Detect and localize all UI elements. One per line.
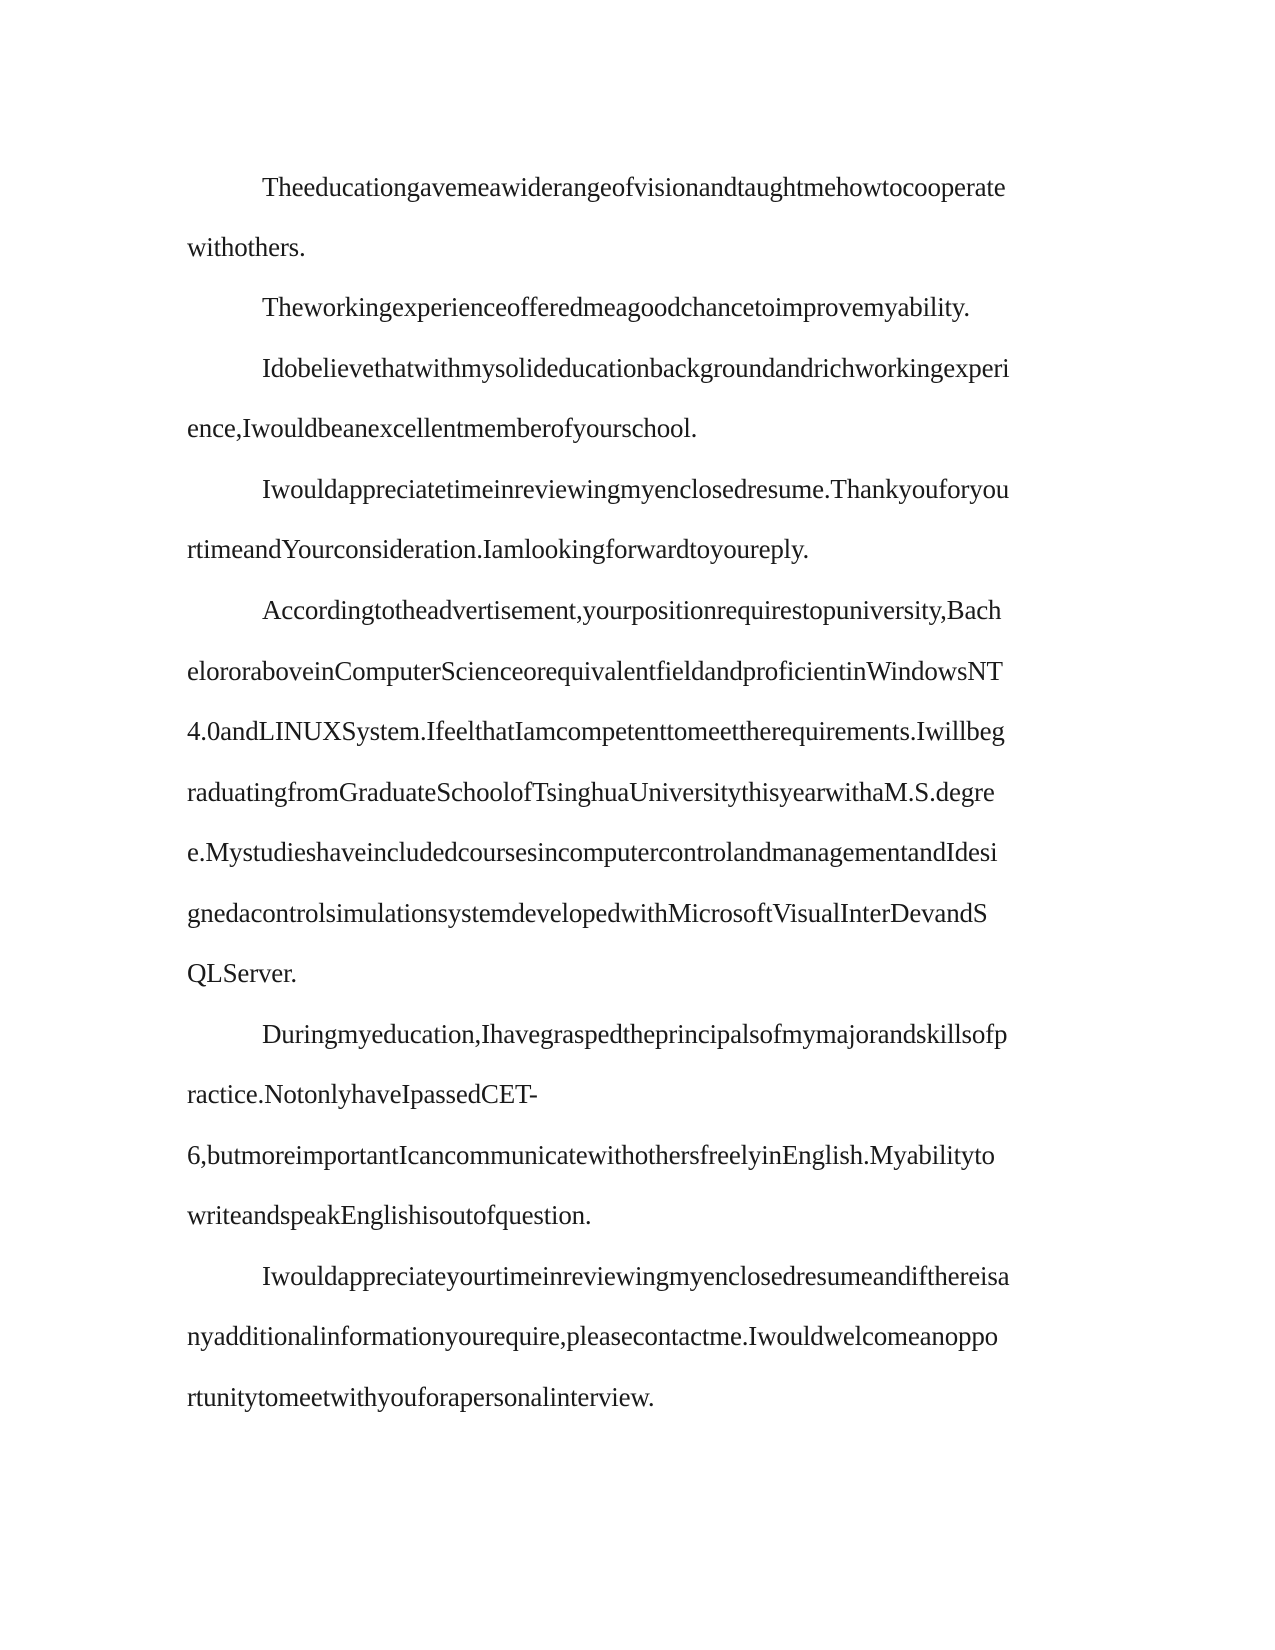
- paragraph-5-line-6: gnedacontrolsimulationsystemdevelopedwithMicrosoftVisualInterDevandS: [187, 898, 988, 928]
- paragraph-3-line-2: ence,Iwouldbeanexcellentmemberofyourschool.: [187, 413, 698, 443]
- paragraph-5-line-3: 4.0andLINUXSystem.IfeelthatIamcompetenttomeettherequirements.Iwillbeg: [187, 716, 1005, 746]
- paragraph-7-line-1: Iwouldappreciateyourtimeinreviewingmyenclosedresumeandifthereisa: [262, 1261, 1010, 1291]
- paragraph-6-line-4: writeandspeakEnglishisoutofquestion.: [187, 1200, 592, 1230]
- paragraph-5-line-7: QLServer.: [187, 958, 297, 988]
- paragraph-1-line-1: Theeducationgavemeawiderangeofvisionandtaughtmehowtocooperate: [262, 172, 1006, 202]
- paragraph-6-line-1: Duringmyeducation,Ihavegraspedtheprincipalsofmymajorandskillsofp: [262, 1019, 1008, 1049]
- paragraph-7-line-2: nyadditionalinformationyourequire,pleasecontactme.Iwouldwelcomeanoppo: [187, 1321, 998, 1351]
- paragraph-4-line-1: Iwouldappreciatetimeinreviewingmyenclosedresume.Thankyouforyou: [262, 474, 1010, 504]
- paragraph-4-line-2: rtimeandYourconsideration.Iamlookingforwardtoyoureply.: [187, 534, 810, 564]
- paragraph-5-line-1: Accordingtotheadvertisement,yourpositionrequirestopuniversity,Bach: [262, 595, 1002, 625]
- paragraph-5-line-2: elororaboveinComputerScienceorequivalentfieldandproficientinWindowsNT: [187, 656, 1003, 686]
- paragraph-7-line-3: rtunitytomeetwithyouforapersonalinterview.: [187, 1382, 655, 1412]
- paragraph-5-line-5: e.MystudieshaveincludedcoursesincomputercontrolandmanagementandIdesi: [187, 837, 998, 867]
- paragraph-6-line-2: ractice.NotonlyhaveIpassedCET-: [187, 1079, 538, 1109]
- paragraph-1-line-2: withothers.: [187, 232, 306, 262]
- paragraph-5-line-4: raduatingfromGraduateSchoolofTsinghuaUniversitythisyearwithaM.S.degre: [187, 777, 995, 807]
- paragraph-6-line-3: 6,butmoreimportantIcancommunicatewithothersfreelyinEnglish.Myabilityto: [187, 1140, 995, 1170]
- paragraph-3-line-1: Idobelievethatwithmysolideducationbackgroundandrichworkingexperi: [262, 353, 1010, 383]
- paragraph-2-line-1: Theworkingexperienceofferedmeagoodchancetoimprovemyability.: [262, 292, 970, 322]
